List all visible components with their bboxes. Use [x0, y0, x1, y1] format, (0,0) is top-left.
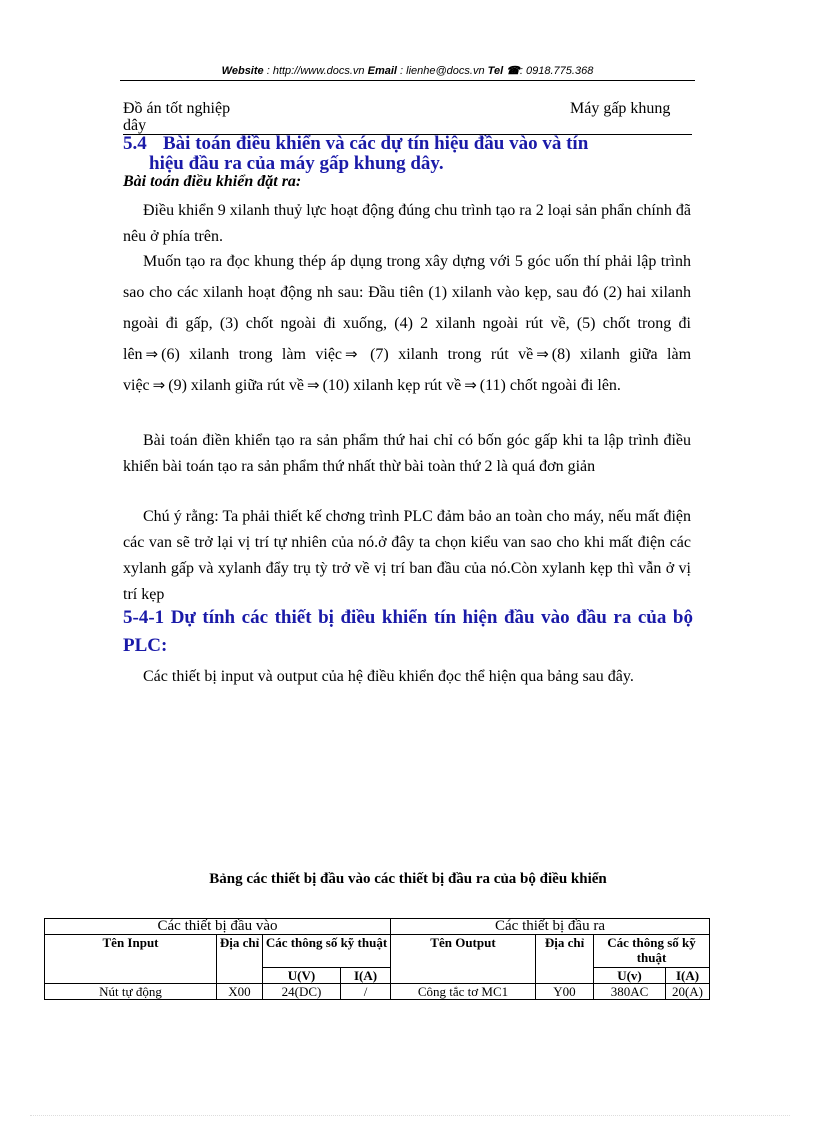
website-label: Website [221, 65, 264, 77]
col-input-voltage: U(V) [263, 968, 341, 984]
section-title-line2: hiệu đầu ra của máy gấp khung dây. [149, 153, 444, 174]
output-group-header: Các thiết bị đầu ra [391, 919, 710, 935]
paragraph-1: Điều khiển 9 xilanh thuỷ lực hoạt động đúng chu trình tạo ra 2 loại sản phẩn chính đã nêu ở phía trên. [123, 202, 691, 245]
running-header-right: Máy gấp khung [570, 100, 671, 117]
col-input-current: I(A) [341, 968, 391, 984]
website-value[interactable]: : http://www.docs.vn [266, 65, 365, 77]
page-bottom-divider [30, 1115, 790, 1116]
paragraph-2-part-b: (6) xilanh trong làm việc [161, 346, 343, 363]
arrow-icon: ⇒ [152, 376, 166, 394]
table-caption: Bảng các thiết bị đầu vào các thiết bị đầu ra của bộ điều khiển [209, 871, 607, 887]
cell-output-voltage: 380AC [594, 984, 666, 1000]
col-output-name: Tên Output [391, 935, 536, 984]
input-group-header: Các thiết bị đầu vào [45, 919, 391, 935]
cell-output-address: Y00 [536, 984, 594, 1000]
cell-input-address: X00 [217, 984, 263, 1000]
paragraph-2-part-c: (7) xilanh trong rút về [370, 346, 534, 363]
paragraph-2-part-d: (8) xilanh giữa làm việc [123, 346, 692, 394]
col-output-current: I(A) [666, 968, 710, 984]
paragraph-2-part-f: (10) xilanh kẹp rút về [322, 377, 462, 394]
paragraph-2-part-e: (9) xilanh giữa rút về [168, 377, 304, 394]
arrow-icon: ⇒ [145, 345, 159, 363]
running-header-left [123, 100, 230, 134]
section-heading [123, 134, 693, 174]
cell-output-name: Công tắc tơ MC1 [391, 984, 536, 1000]
paragraph-2 [123, 246, 691, 401]
col-input-params: Các thông số kỹ thuật [263, 935, 391, 968]
subheading: Bài toán điều khiển đặt ra: [123, 173, 302, 190]
paragraph-2-part-g: (11) chốt ngoài đi lên. [479, 377, 621, 394]
section-number: 5.4 [123, 133, 147, 154]
col-output-address: Địa chỉ [536, 935, 594, 984]
col-output-params: Các thông số kỹ thuật [594, 935, 710, 968]
site-header [120, 64, 695, 77]
paragraph-4: Chú ý rằng: Ta phải thiết kế chơng trình PLC đảm bảo an toàn cho máy, nếu mất điện các van sẽ trở lại vị trí tự nhiên của nó.ở đây ta chọn kiểu van sao cho khi mất điện các xylanh gấp và xylanh đẩy trụ tỳ trở về vị trí ban đầu của nó.Còn xylanh kẹp thì vẫn ở vị trí kẹp [123, 508, 691, 603]
tel-value: : 0918.775.368 [519, 65, 594, 77]
cell-input-voltage: 24(DC) [263, 984, 341, 1000]
cell-input-current: / [341, 984, 391, 1000]
phone-icon: ☎ [506, 65, 520, 77]
cell-input-name: Nút tự động [45, 984, 217, 1000]
arrow-icon: ⇒ [345, 345, 358, 363]
tel-label: Tel [487, 65, 504, 77]
devices-table [44, 918, 710, 1000]
header-rule [120, 80, 695, 81]
subsection-heading: 5-4-1 Dự tính các thiết bị điều khiển tín hiện đầu vào đầu ra của bộ PLC: [123, 607, 693, 656]
email-label: Email [367, 65, 397, 77]
col-output-voltage: U(v) [594, 968, 666, 984]
section-title-line1: Bài toán điều khiển và các dự tín hiệu đầu vào và tín [163, 133, 589, 154]
paragraph-5: Các thiết bị input và output của hệ điều khiển đọc thể hiện qua bảng sau đây. [143, 668, 634, 685]
cell-output-current: 20(A) [666, 984, 710, 1000]
table-row [45, 984, 710, 1000]
arrow-icon: ⇒ [536, 345, 549, 363]
col-input-name: Tên Input [45, 935, 217, 984]
paragraph-3: Bài toán điền khiển tạo ra sản phẩm thứ hai chỉ có bốn góc gấp khi ta lập trình điều khiển bài toán tạo ra sản phẩm thứ nhất thừ bài toàn thứ 2 là quá đơn giản [123, 432, 691, 475]
arrow-icon: ⇒ [464, 376, 477, 394]
arrow-icon: ⇒ [306, 376, 320, 394]
col-input-address: Địa chỉ [217, 935, 263, 984]
running-header-left-line1: Đồ án tốt nghiệp [123, 100, 231, 117]
paragraph-2-part-a: Muốn tạo ra đọc khung thép áp dụng trong xây dựng với 5 góc uốn thí phải lập trình sao cho các xilanh hoạt động nh sau: Đầu tiên (1) xilanh vào kẹp, sau đó (2) hai xilanh ngoài đi gấp, (3) chốt ngoài đi xuống, (4) 2 xilanh ngoài rút về, (5) chốt trong đi lên [123, 253, 691, 363]
email-value[interactable]: : lienhe@docs.vn [400, 65, 485, 77]
running-header-left-line2: dây [123, 117, 147, 134]
